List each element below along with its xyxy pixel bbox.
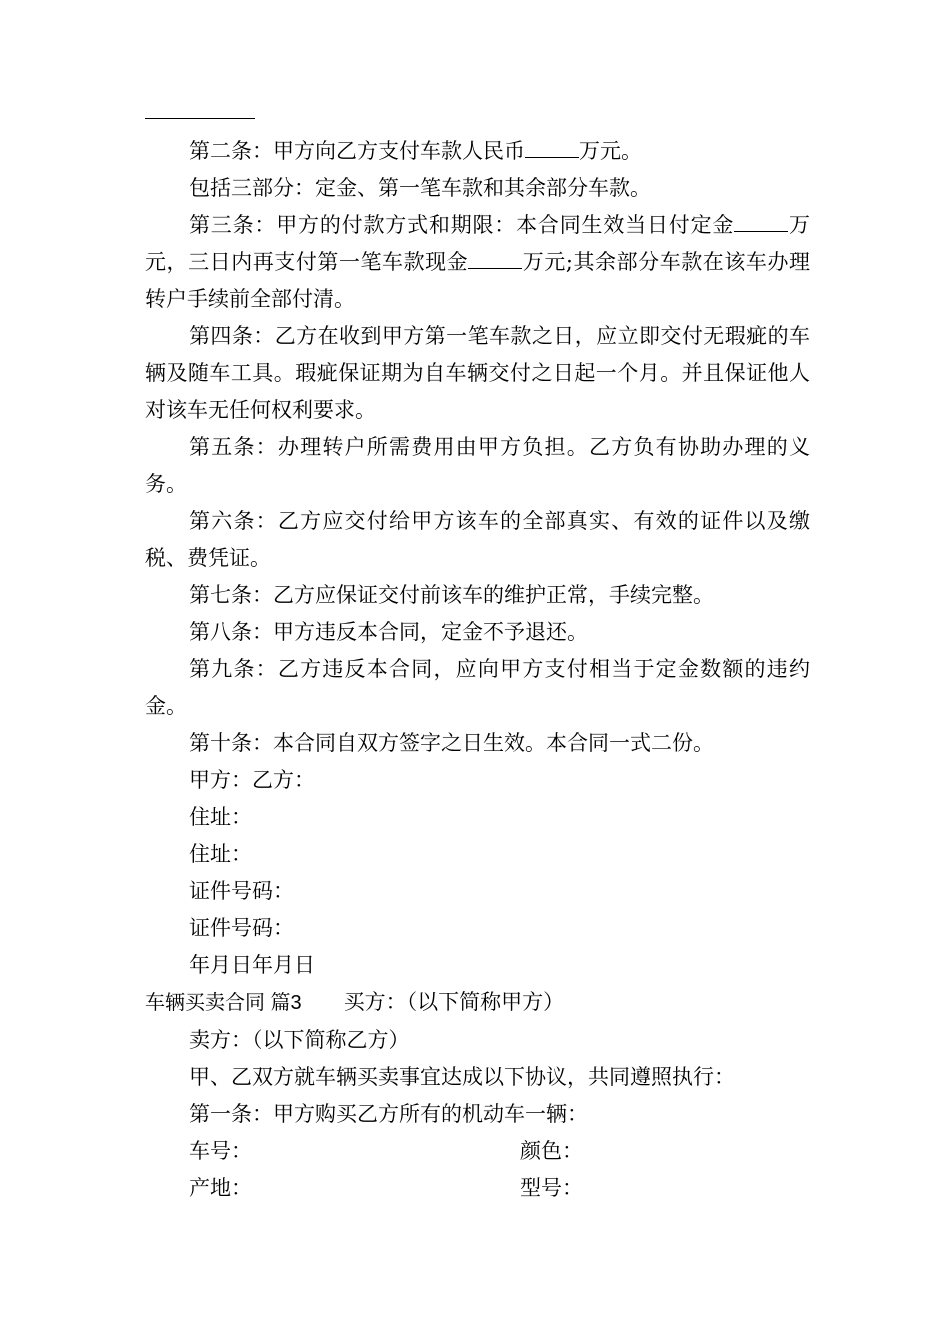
section-3-intro: 甲、乙双方就车辆买卖事宜达成以下协议，共同遵照执行： — [189, 1065, 735, 1089]
section-3-title: 车辆买卖合同 篇3 — [145, 992, 302, 1014]
seller-line: 卖方：（以下简称乙方） — [189, 1028, 410, 1052]
blank-deposit — [734, 211, 788, 232]
article-7: 第七条：乙方应保证交付前该车的维护正常，手续完整。 — [189, 583, 714, 607]
signature-id-2: 证件号码： — [189, 916, 294, 940]
article-3-part1: 第三条：甲方的付款方式和期限：本合同生效当日付定金 — [189, 213, 735, 237]
article-2 — [145, 133, 810, 170]
blank-first-payment — [468, 248, 522, 269]
signature-address-1: 住址： — [189, 805, 252, 829]
section-3-heading — [145, 984, 810, 1022]
article-3 — [145, 207, 810, 318]
article-3-part3: 万元;其余部分车款在该车办理转户手续前全部付清。 — [145, 250, 810, 311]
blank-amount — [525, 137, 579, 158]
origin-label: 产地： — [189, 1176, 252, 1200]
article-2-detail: 包括三部分：定金、第一笔车款和其余部分车款。 — [189, 176, 651, 200]
document-page — [145, 118, 810, 1207]
article-10: 第十条：本合同自双方签字之日生效。本合同一式二份。 — [189, 731, 714, 755]
article-2-text: 第二条：甲方向乙方支付车款人民币 — [189, 139, 525, 163]
color-label: 颜色： — [520, 1139, 583, 1163]
signature-id-1: 证件号码： — [189, 879, 294, 903]
origin-model-row — [145, 1170, 810, 1207]
signature-parties: 甲方：乙方： — [189, 768, 315, 792]
fill-in-underline — [145, 118, 255, 119]
signature-address-2: 住址： — [189, 842, 252, 866]
plate-color-row — [145, 1133, 810, 1170]
article-3-part2: 万元，三日内再支付第一笔车款现金 — [145, 213, 811, 274]
article-9: 第九条：乙方违反本合同，应向甲方支付相当于定金数额的违约金。 — [145, 657, 810, 718]
section-3-article-1: 第一条：甲方购买乙方所有的机动车一辆： — [189, 1102, 588, 1126]
plate-label: 车号： — [189, 1139, 252, 1163]
buyer-line: 买方：（以下简称甲方） — [343, 990, 565, 1014]
article-6: 第六条：乙方应交付给甲方该车的全部真实、有效的证件以及缴税、费凭证。 — [145, 509, 810, 570]
article-2-unit: 万元。 — [579, 139, 642, 163]
article-5: 第五条：办理转户所需费用由甲方负担。乙方负有协助办理的义务。 — [145, 435, 810, 496]
signature-date: 年月日年月日 — [189, 953, 315, 977]
article-4: 第四条：乙方在收到甲方第一笔车款之日，应立即交付无瑕疵的车辆及随车工具。瑕疵保证期为自车辆交付之日起一个月。并且保证他人对该车无任何权利要求。 — [145, 324, 810, 422]
article-8: 第八条：甲方违反本合同，定金不予退还。 — [189, 620, 588, 644]
model-label: 型号： — [520, 1176, 583, 1200]
